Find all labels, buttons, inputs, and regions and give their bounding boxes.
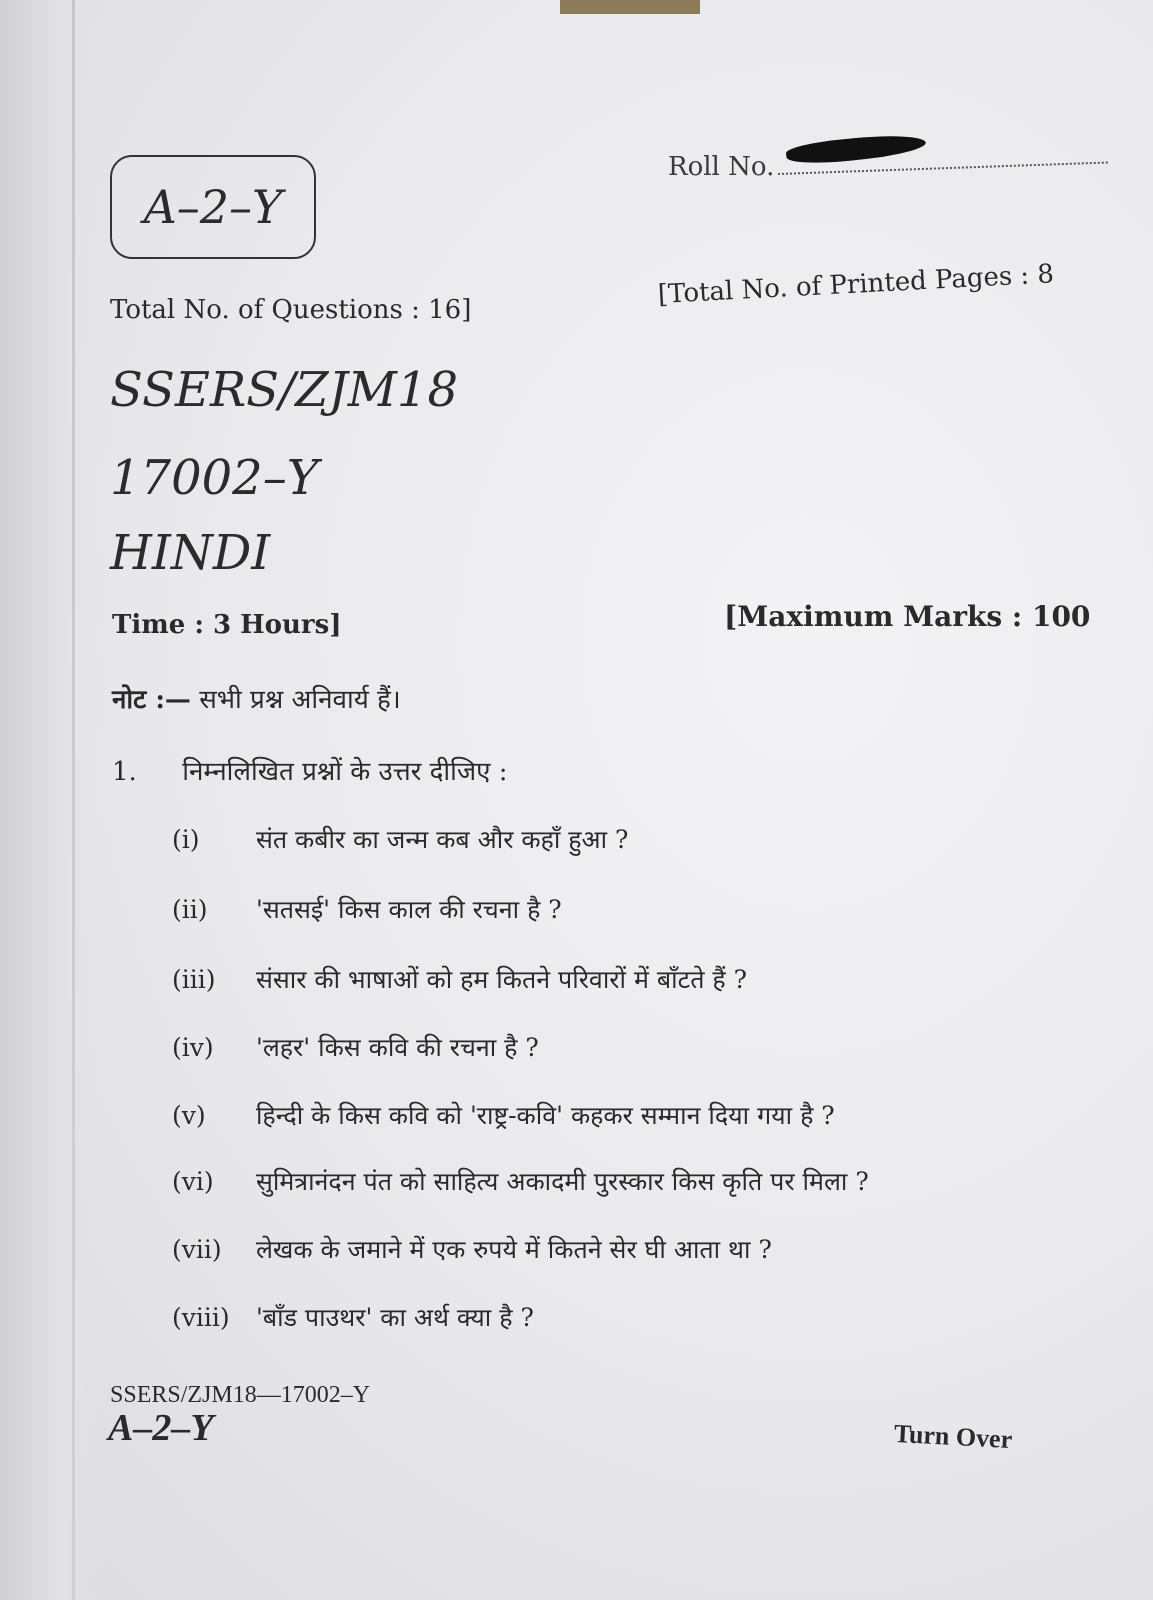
sub-question <box>172 1030 539 1064</box>
sub-question-text: 'बाँड पाउथर' का अर्थ क्या है ? <box>255 1303 534 1332</box>
sub-question-number: (iii) <box>172 965 216 994</box>
sub-question-number: (viii) <box>172 1303 230 1332</box>
maximum-marks: [Maximum Marks : 100 <box>724 600 1091 633</box>
background-table-visible <box>560 0 700 14</box>
paper-code-box <box>110 155 316 259</box>
paper-fold-line <box>72 0 75 1600</box>
sub-question <box>172 1098 835 1132</box>
sub-question <box>172 822 628 856</box>
total-questions: Total No. of Questions : 16] <box>110 295 472 325</box>
question-1 <box>112 752 508 788</box>
time-allowed: Time : 3 Hours] <box>112 610 342 640</box>
question-prompt: निम्नलिखित प्रश्नों के उत्तर दीजिए : <box>182 757 508 787</box>
paper-edge-shadow <box>0 0 100 1600</box>
total-printed-pages: [Total No. of Printed Pages : 8 <box>657 259 1055 310</box>
sub-question-number: (v) <box>172 1101 206 1130</box>
roll-number-field <box>668 152 1108 182</box>
sub-question-text: 'लहर' किस कवि की रचना है ? <box>255 1033 539 1062</box>
sub-question <box>172 892 562 926</box>
sub-question <box>172 962 747 996</box>
footer-code-line: SSERS/ZJM18—17002–Y <box>110 1382 371 1408</box>
note-text: सभी प्रश्न अनिवार्य हैं। <box>199 685 401 715</box>
sub-question-text: हिन्दी के किस कवि को 'राष्ट्र-कवि' कहकर सम्मान दिया गया है ? <box>255 1101 835 1130</box>
sub-question <box>172 1164 869 1198</box>
subject-title: HINDI <box>110 525 271 581</box>
sub-question-text: संसार की भाषाओं को हम कितने परिवारों में बाँटते हैं ? <box>255 965 748 994</box>
sub-question-text: लेखक के जमाने में एक रुपये में कितने सेर घी आता था ? <box>255 1235 772 1264</box>
paper-number: 17002–Y <box>110 450 319 506</box>
sub-question-text: संत कबीर का जन्म कब और कहाँ हुआ ? <box>255 825 629 854</box>
sub-question-number: (i) <box>172 825 200 854</box>
footer-paper-code: A–2–Y <box>108 1407 214 1449</box>
sub-question-number: (vi) <box>172 1167 214 1196</box>
roll-label: Roll No. <box>668 152 775 182</box>
sub-question-number: (vii) <box>172 1235 222 1264</box>
question-number: 1. <box>112 757 137 787</box>
note-label: नोट :— <box>112 685 191 715</box>
series-code: SSERS/ZJM18 <box>110 362 458 418</box>
sub-question-number: (iv) <box>172 1033 214 1062</box>
instruction-note <box>112 680 401 716</box>
sub-question <box>172 1232 772 1266</box>
sub-question <box>172 1300 534 1334</box>
turn-over-label: Turn Over <box>893 1418 1013 1455</box>
paper-code: A–2–Y <box>143 180 283 234</box>
sub-question-number: (ii) <box>172 895 208 924</box>
sub-question-text: 'सतसई' किस काल की रचना है ? <box>255 895 562 924</box>
sub-question-text: सुमित्रानंदन पंत को साहित्य अकादमी पुरस्कार किस कृति पर मिला ? <box>255 1167 869 1196</box>
